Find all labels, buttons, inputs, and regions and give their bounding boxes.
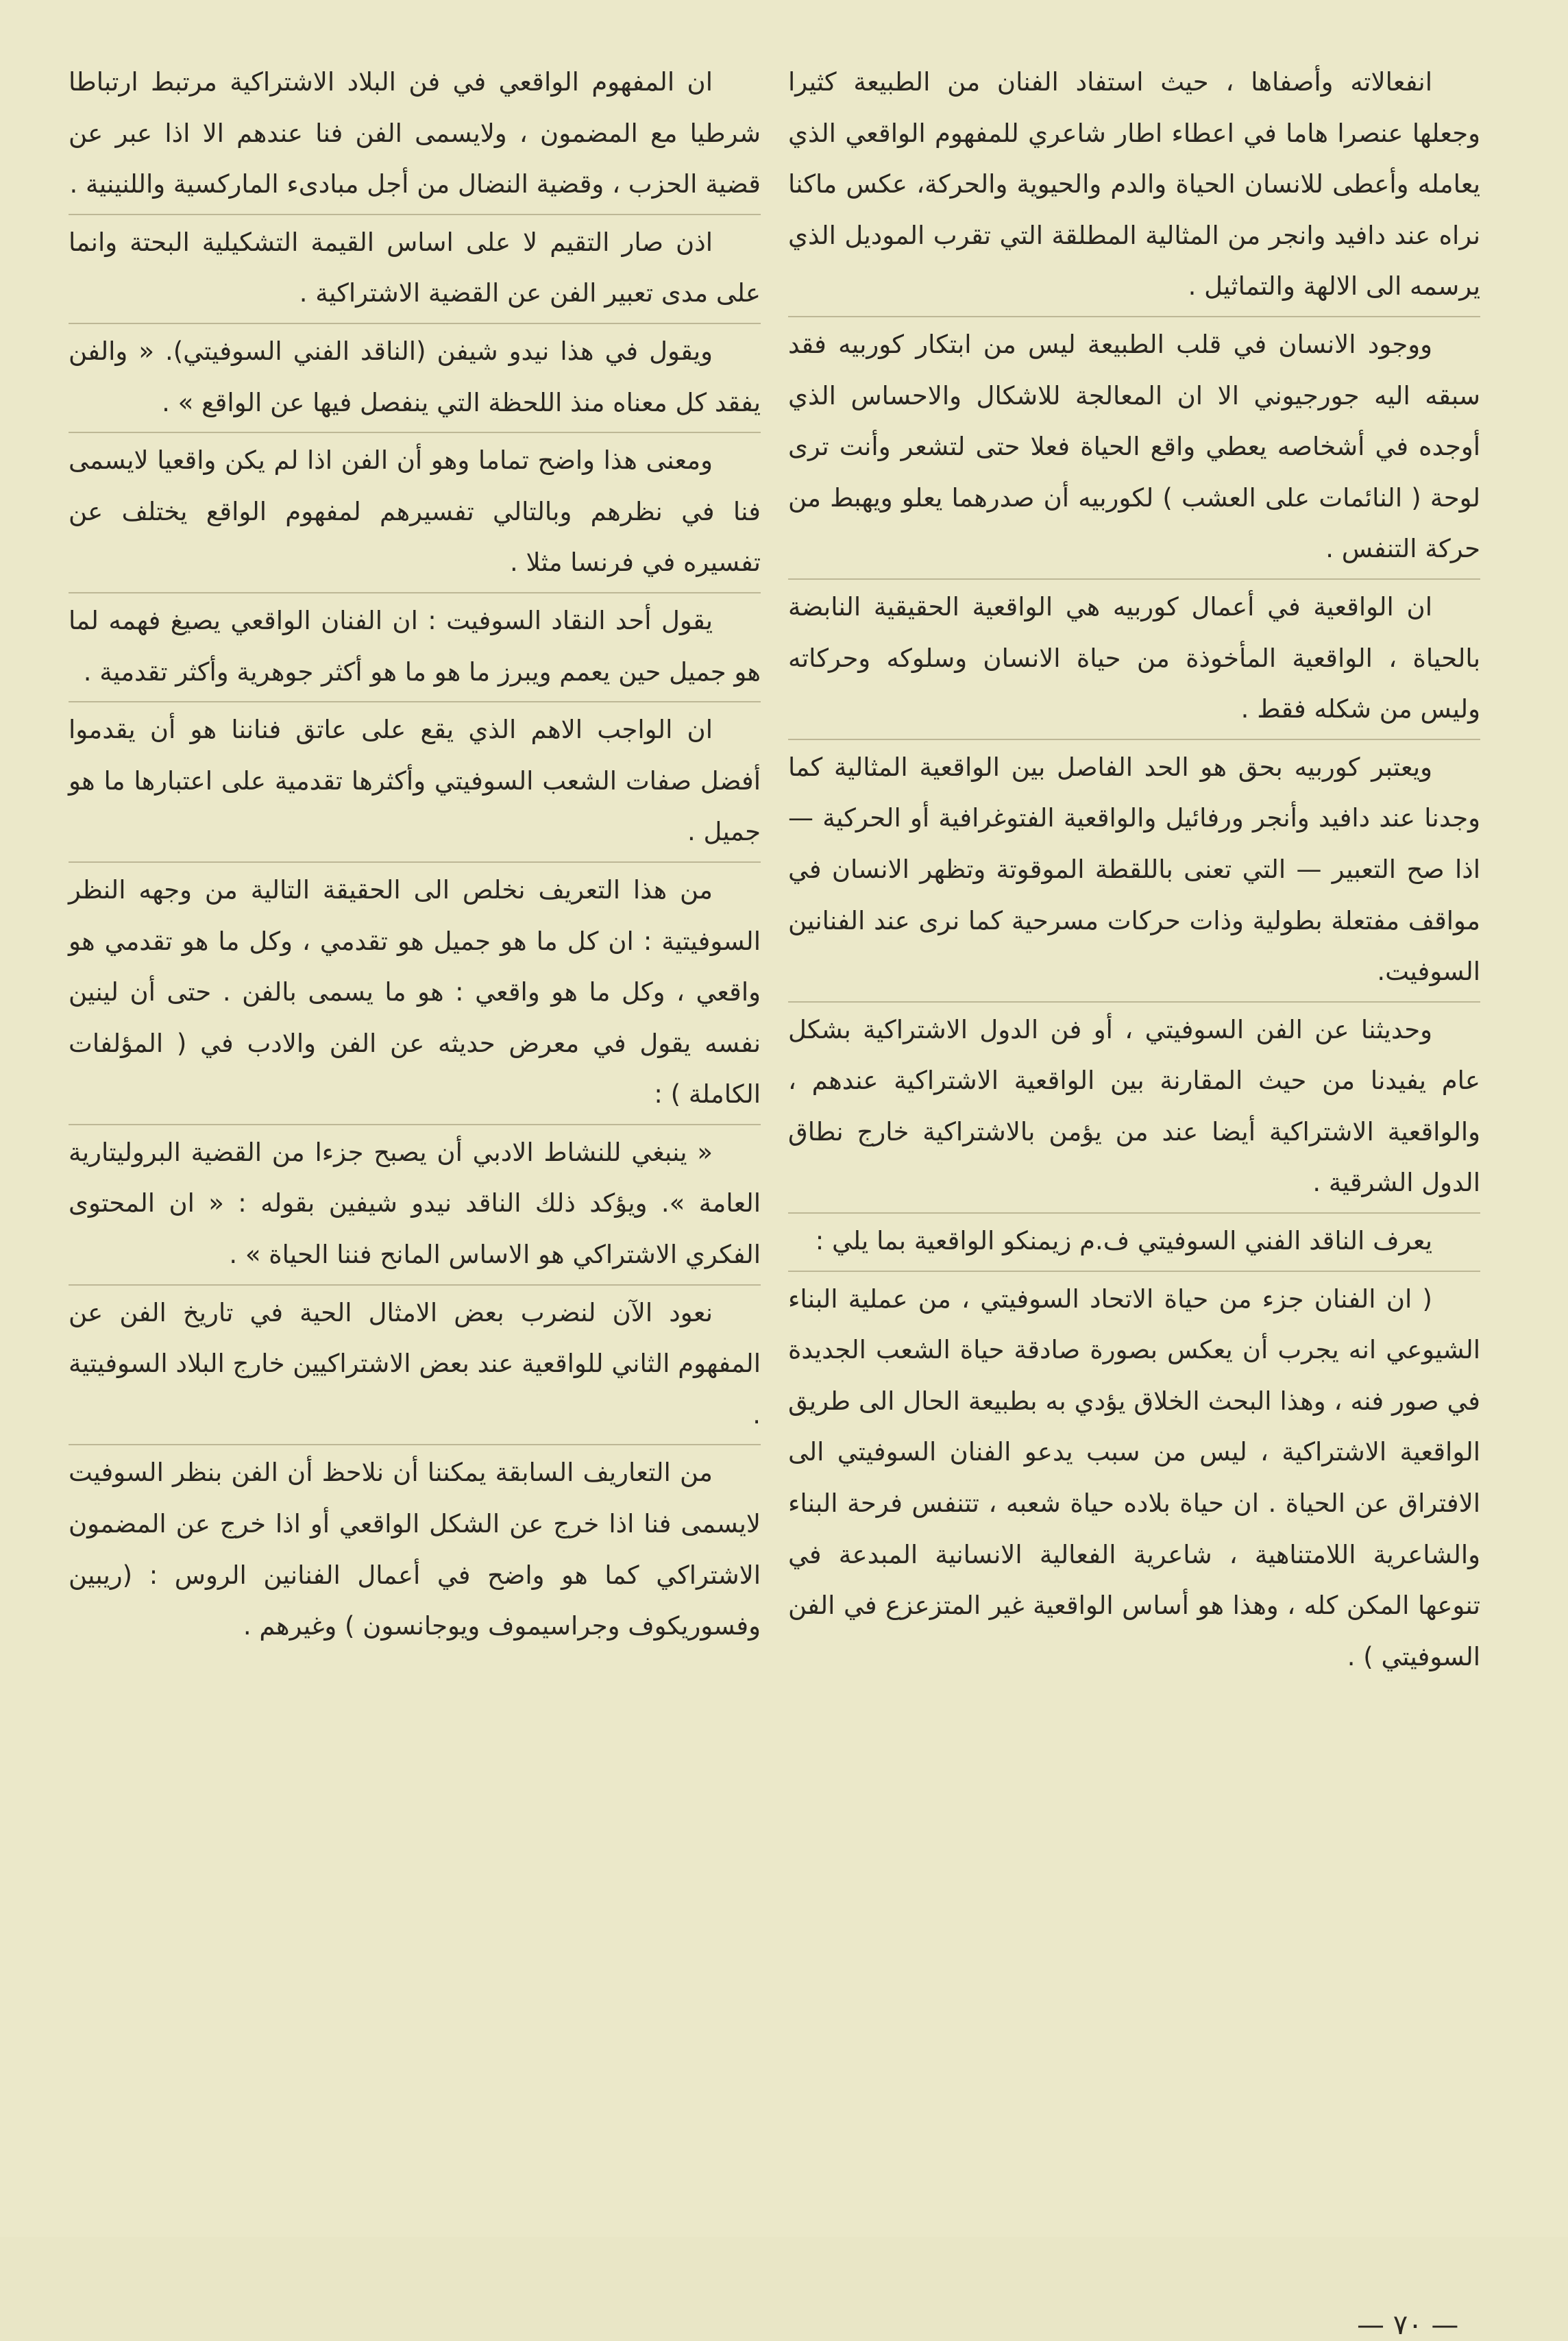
paragraph-text: ان المفهوم الواقعي في فن البلاد الاشتراكية مرتبط ارتباطا شرطيا مع المضمون ، ولايسمى الفن فنا عندهم الا اذا عبر عن قضية الحزب ، وقضية النضال من أجل مبادىء الماركسية واللنينية .	[69, 67, 761, 199]
paragraph-text: ووجود الانسان في قلب الطبيعة ليس من ابتكار كوربيه فقد سبقه اليه جورجيوني الا ان المعالجة للاشكال والاحساس الذي أوجده في أشخاصه يعطي واقع الحياة فعلا حتى لتشعر وأنت ترى لوحة ( النائمات على العشب ) لكوربيه أن صدرهما يعلو ويهبط من حركة التنفس .	[788, 329, 1480, 564]
paragraph-text: نعود الآن لنضرب بعض الامثال الحية في تاريخ الفن عن المفهوم الثاني للواقعية عند بعض الاشتراكيين خارج البلاد السوفيتية .	[69, 1297, 761, 1430]
paragraph	[69, 1125, 761, 1286]
paragraph	[69, 1445, 761, 1655]
paragraph	[788, 580, 1480, 740]
paragraph	[69, 324, 761, 433]
paragraph	[788, 1272, 1480, 1687]
paragraph-text: ويقول في هذا نيدو شيفن (الناقد الفني السوفيتي). « والفن يفقد كل معناه منذ اللحظة التي ينفصل فيها عن الواقع » .	[69, 336, 761, 417]
paragraph-text: ويعتبر كوربيه بحق هو الحد الفاصل بين الواقعية المثالية كما وجدنا عند دافيد وأنجر ورفائيل والواقعية الفتوغرافية أو الحركية — اذا صح التعبير — التي تعنى باللقطة الموقوتة وتظهر الانسان في مواقف مفتعلة بطولية وذات حركات مسرحية كما نرى عند الفنانين السوفيت.	[788, 752, 1480, 987]
paragraph	[69, 863, 761, 1125]
paragraph	[788, 317, 1480, 580]
paragraph	[69, 433, 761, 593]
paragraph	[788, 1214, 1480, 1272]
paragraph-text: من هذا التعريف نخلص الى الحقيقة التالية من وجهه النظر السوفيتية : ان كل ما هو جميل هو تقدمي ، وكل ما هو تقدمي هو واقعي ، وكل ما هو واقعي : هو ما يسمى بالفن . حتى أن لينين نفسه يقول في معرض حديثه عن الفن والادب في ( المؤلفات الكاملة ) :	[69, 874, 761, 1110]
paragraph	[69, 1286, 761, 1446]
right-column	[788, 55, 1480, 1686]
paragraph	[69, 215, 761, 324]
paragraph-text: يقول أحد النقاد السوفيت : ان الفنان الواقعي يصيغ فهمه لما هو جميل حين يعمم ويبرز ما هو ما هو أكثر جوهرية وأكثر تقدمية .	[69, 605, 761, 687]
paragraph-text: ان الواجب الاهم الذي يقع على عاتق فناننا هو أن يقدموا أفضل صفات الشعب السوفيتي وأكثرها تقدمية على اعتبارها ما هو جميل .	[69, 715, 761, 847]
paragraph	[69, 702, 761, 863]
paragraph-text: ومعنى هذا واضح تماما وهو أن الفن اذا لم يكن واقعيا لايسمى فنا في نظرهم وبالتالي تفسيرهم لمفهوم الواقع يختلف عن تفسيره في فرنسا مثلا .	[69, 445, 761, 578]
paragraph-text: ان الواقعية في أعمال كوربيه هي الواقعية الحقيقية النابضة بالحياة ، الواقعية المأخوذة من حياة الانسان وسلوكه وحركاته وليس من شكله فقط .	[788, 591, 1480, 724]
paragraph-text: يعرف الناقد الفني السوفيتي ف.م زيمنكو الواقعية بما يلي :	[815, 1226, 1432, 1256]
paragraph	[788, 1003, 1480, 1214]
paragraph-text: انفعالاته وأصفاها ، حيث استفاد الفنان من الطبيعة كثيرا وجعلها عنصرا هاما في اعطاء اطار شاعري للمفهوم الواقعي الذي يعامله وأعطى للانسان الحياة والدم والحيوية والحركة، عكس ماكنا نراه عند دافيد وانجر من المثالية المطلقة التي تقرب الموديل الذي يرسمه الى الالهة والتماثيل .	[788, 67, 1480, 302]
paragraph-text: « ينبغي للنشاط الادبي أن يصبح جزءا من القضية البروليتارية العامة ». ويؤكد ذلك الناقد نيدو شيفين بقوله : « ان المحتوى الفكري الاشتراكي هو الاساس المانح فننا الحياة » .	[69, 1137, 761, 1270]
left-column	[69, 55, 761, 1656]
paragraph	[788, 740, 1480, 1003]
paragraph-text: ( ان الفنان جزء من حياة الاتحاد السوفيتي ، من عملية البناء الشيوعي انه يجرب أن يعكس بصورة صادقة حياة الشعب الجديدة في صور فنه ، وهذا البحث الخلاق يؤدي به بطبيعة الحال الى طريق الواقعية الاشتراكية ، ليس من سبب يدعو الفنان السوفيتي الى الافتراق عن الحياة . ان حياة بلاده حياة شعبه ، تتنفس فرحة البناء والشاعرية اللامتناهية ، شاعرية الفعالية الانسانية المبدعة في تنوعها المكن كله ، وهذا هو أساس الواقعية غير المتزعزع في الفن السوفيتي ) .	[788, 1284, 1480, 1671]
paragraph-text: وحديثنا عن الفن السوفيتي ، أو فن الدول الاشتراكية بشكل عام يفيدنا من حيث المقارنة بين الواقعية الاشتراكية عندهم ، والواقعية الاشتراكية أيضا عند من يؤمن بالاشتراكية خارج نطاق الدول الشرقية .	[788, 1014, 1480, 1198]
paragraph-text: اذن صار التقيم لا على اساس القيمة التشكيلية البحتة وانما على مدى تعبير الفن عن القضية الاشتراكية .	[69, 227, 761, 308]
page-number: — ٧٠ —	[1357, 2309, 1459, 2341]
paragraph-text: من التعاريف السابقة يمكننا أن نلاحظ أن الفن بنظر السوفيت لايسمى فنا اذا خرج عن الشكل الواقعي أو اذا خرج عن المضمون الاشتراكي كما هو واضح في أعمال الفنانين الروس : (ريبين وفسوريكوف وجراسيموف ويوجانسون ) وغيرهم .	[69, 1458, 761, 1641]
paragraph	[69, 593, 761, 702]
paragraph	[788, 55, 1480, 317]
paragraph	[69, 55, 761, 215]
